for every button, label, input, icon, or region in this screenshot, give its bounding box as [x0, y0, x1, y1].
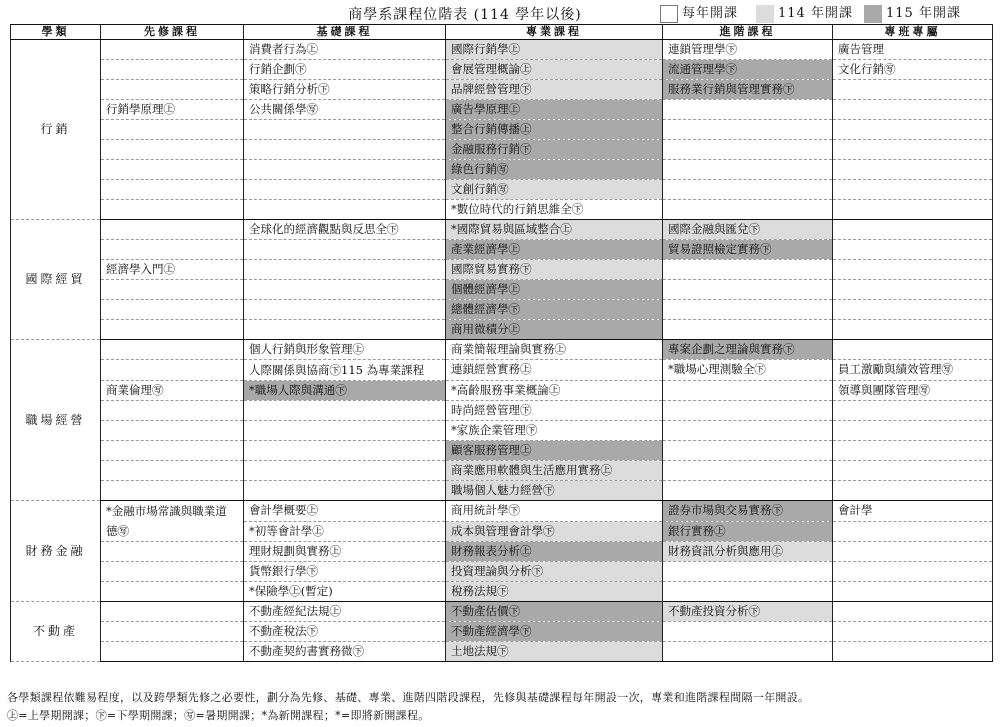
- prerequisite-cell: [101, 622, 244, 642]
- advanced-cell: [663, 642, 833, 662]
- basic-cell: 全球化的經濟觀點與反思全㊦: [244, 220, 446, 240]
- table-row: [11, 481, 993, 501]
- program-exclusive-cell: [833, 120, 993, 140]
- prerequisite-cell: [101, 220, 244, 240]
- category-cell: 財務金融: [11, 501, 101, 602]
- basic-cell: [244, 160, 446, 180]
- table-row: [11, 120, 993, 140]
- professional-cell: 文創行銷㊢: [446, 180, 663, 200]
- program-exclusive-cell: [833, 461, 993, 481]
- prerequisite-cell: [101, 461, 244, 481]
- professional-cell: 不動產估價㊦: [446, 602, 663, 622]
- program-exclusive-cell: 會計學: [833, 501, 993, 522]
- program-exclusive-cell: [833, 441, 993, 461]
- professional-cell: 連鎖經營實務㊤: [446, 360, 663, 381]
- category-cell: 職場經營: [11, 340, 101, 501]
- basic-cell: 策略行銷分析㊦: [244, 80, 446, 100]
- table-row: [11, 100, 993, 120]
- advanced-cell: [663, 622, 833, 642]
- advanced-cell: [663, 481, 833, 501]
- advanced-cell: [663, 140, 833, 160]
- table-row: [11, 602, 993, 622]
- legend-swatch-white: [660, 5, 678, 23]
- basic-cell: 消費者行為㊤: [244, 40, 446, 60]
- table-row: [11, 180, 993, 200]
- table-row: [11, 140, 993, 160]
- table-row: [11, 280, 993, 300]
- prerequisite-cell: [101, 120, 244, 140]
- professional-cell: *國際貿易與區域整合㊤: [446, 220, 663, 240]
- program-exclusive-cell: [833, 481, 993, 501]
- header-professional: 專業課程: [446, 25, 663, 40]
- basic-cell: [244, 401, 446, 421]
- basic-cell: 公共關係學㊢: [244, 100, 446, 120]
- professional-cell: 商業簡報理論與實務㊤: [446, 340, 663, 360]
- table-row: [11, 582, 993, 602]
- program-exclusive-cell: 廣告管理: [833, 40, 993, 60]
- prerequisite-cell: 商業倫理㊢: [101, 381, 244, 401]
- professional-cell: 總體經濟學㊦: [446, 300, 663, 320]
- legend-label: 每年開課: [682, 6, 739, 21]
- basic-cell: [244, 260, 446, 280]
- table-row: [11, 40, 993, 60]
- basic-cell: [244, 240, 446, 260]
- header-row: [11, 25, 993, 40]
- prerequisite-cell: *金融市場常識與職業道德㊢: [101, 501, 244, 542]
- prerequisite-cell: [101, 320, 244, 340]
- program-exclusive-cell: [833, 340, 993, 360]
- basic-cell: 不動產稅法㊦: [244, 622, 446, 642]
- advanced-cell: [663, 562, 833, 582]
- basic-cell: [244, 120, 446, 140]
- header-basic: 基礎課程: [244, 25, 446, 40]
- table-row: [11, 421, 993, 441]
- program-exclusive-cell: [833, 260, 993, 280]
- professional-cell: 廣告學原理㊤: [446, 100, 663, 120]
- program-exclusive-cell: [833, 200, 993, 220]
- prerequisite-cell: [101, 481, 244, 501]
- table-row: [11, 220, 993, 240]
- table-row: [11, 240, 993, 260]
- basic-cell: 不動產契約書實務微㊦: [244, 642, 446, 662]
- legend-swatch-dark-gray: [864, 5, 882, 23]
- prerequisite-cell: [101, 40, 244, 60]
- advanced-cell: 銀行實務㊤: [663, 521, 833, 542]
- prerequisite-cell: [101, 140, 244, 160]
- table-row: [11, 622, 993, 642]
- basic-cell: [244, 280, 446, 300]
- table-row: [11, 401, 993, 421]
- prerequisite-cell: [101, 602, 244, 622]
- basic-cell: [244, 140, 446, 160]
- professional-cell: 品牌經營管理㊦: [446, 80, 663, 100]
- legend-label: 115 年開課: [886, 6, 961, 21]
- advanced-cell: [663, 260, 833, 280]
- prerequisite-cell: [101, 280, 244, 300]
- advanced-cell: 連鎖管理學㊦: [663, 40, 833, 60]
- table-row: [11, 562, 993, 582]
- category-cell: 行銷: [11, 40, 101, 220]
- professional-cell: 國際貿易實務㊦: [446, 260, 663, 280]
- table-row: [11, 461, 993, 481]
- prerequisite-cell: [101, 421, 244, 441]
- professional-cell: *高齡服務事業概論㊤: [446, 381, 663, 401]
- header-prerequisite: 先修課程: [101, 25, 244, 40]
- table-body: [11, 40, 993, 662]
- professional-cell: 整合行銷傳播㊤: [446, 120, 663, 140]
- program-exclusive-cell: 領導與團隊管理㊢: [833, 381, 993, 401]
- professional-cell: 稅務法規㊦: [446, 582, 663, 602]
- professional-cell: 會展管理概論㊤: [446, 60, 663, 80]
- advanced-cell: 不動產投資分析㊦: [663, 602, 833, 622]
- advanced-cell: [663, 381, 833, 401]
- program-exclusive-cell: [833, 280, 993, 300]
- professional-cell: 成本與管理會計學㊦: [446, 521, 663, 542]
- category-cell: 不動產: [11, 602, 101, 662]
- program-exclusive-cell: [833, 521, 993, 542]
- advanced-cell: [663, 160, 833, 180]
- advanced-cell: [663, 441, 833, 461]
- basic-cell: 貨幣銀行學㊦: [244, 562, 446, 582]
- program-exclusive-cell: [833, 642, 993, 662]
- program-exclusive-cell: [833, 300, 993, 320]
- professional-cell: 綠色行銷㊢: [446, 160, 663, 180]
- advanced-cell: [663, 100, 833, 120]
- advanced-cell: [663, 300, 833, 320]
- table-row: [11, 160, 993, 180]
- advanced-cell: 專案企劃之理論與實務㊦: [663, 340, 833, 360]
- advanced-cell: [663, 120, 833, 140]
- professional-cell: 顧客服務管理㊤: [446, 441, 663, 461]
- advanced-cell: 證券市場與交易實務㊦: [663, 501, 833, 522]
- professional-cell: 金融服務行銷㊦: [446, 140, 663, 160]
- table-row: [11, 200, 993, 220]
- legend-swatch-light-gray: [756, 5, 774, 23]
- table-row: [11, 340, 993, 360]
- prerequisite-cell: [101, 401, 244, 421]
- prerequisite-cell: 行銷學原理㊤: [101, 100, 244, 120]
- prerequisite-cell: [101, 441, 244, 461]
- prerequisite-cell: 經濟學入門㊤: [101, 260, 244, 280]
- prerequisite-cell: [101, 80, 244, 100]
- prerequisite-cell: [101, 300, 244, 320]
- table-row: [11, 260, 993, 280]
- prerequisite-cell: [101, 542, 244, 562]
- professional-cell: 國際行銷學㊤: [446, 40, 663, 60]
- program-exclusive-cell: [833, 240, 993, 260]
- prerequisite-cell: [101, 160, 244, 180]
- professional-cell: 商業應用軟體與生活應用實務㊤: [446, 461, 663, 481]
- prerequisite-cell: [101, 200, 244, 220]
- basic-cell: 行銷企劃㊦: [244, 60, 446, 80]
- table-row: [11, 381, 993, 401]
- table-row: [11, 501, 993, 522]
- advanced-cell: [663, 582, 833, 602]
- basic-cell: [244, 441, 446, 461]
- professional-cell: 產業經濟學㊤: [446, 240, 663, 260]
- professional-cell: 時尚經營管理㊦: [446, 401, 663, 421]
- basic-cell: *保險學㊤(暫定): [244, 582, 446, 602]
- professional-cell: 土地法規㊦: [446, 642, 663, 662]
- program-exclusive-cell: [833, 401, 993, 421]
- course-table: [10, 24, 993, 662]
- professional-cell: 職場個人魅力經營㊦: [446, 481, 663, 501]
- program-exclusive-cell: [833, 542, 993, 562]
- basic-cell: [244, 421, 446, 441]
- program-exclusive-cell: [833, 421, 993, 441]
- program-exclusive-cell: [833, 582, 993, 602]
- prerequisite-cell: [101, 562, 244, 582]
- header-advanced: 進階課程: [663, 25, 833, 40]
- table-row: [11, 80, 993, 100]
- prerequisite-cell: [101, 60, 244, 80]
- program-exclusive-cell: [833, 562, 993, 582]
- advanced-cell: [663, 320, 833, 340]
- basic-cell: *初等會計學㊤: [244, 521, 446, 542]
- basic-cell: [244, 300, 446, 320]
- program-exclusive-cell: [833, 100, 993, 120]
- header-program-exclusive: 專班專屬: [833, 25, 993, 40]
- professional-cell: 不動產經濟學㊦: [446, 622, 663, 642]
- advanced-cell: 流通管理學㊦: [663, 60, 833, 80]
- legend-label: 114 年開課: [778, 6, 853, 21]
- category-cell: 國際經貿: [11, 220, 101, 340]
- advanced-cell: [663, 461, 833, 481]
- advanced-cell: 貿易證照檢定實務㊦: [663, 240, 833, 260]
- prerequisite-cell: [101, 360, 244, 381]
- advanced-cell: [663, 280, 833, 300]
- table-row: [11, 642, 993, 662]
- professional-cell: 商用統計學㊦: [446, 501, 663, 522]
- basic-cell: 人際關係與協商㊦115 為專業課程: [244, 360, 446, 381]
- advanced-cell: [663, 200, 833, 220]
- basic-cell: [244, 461, 446, 481]
- basic-cell: 理財規劃與實務㊤: [244, 542, 446, 562]
- professional-cell: *數位時代的行銷思維全㊦: [446, 200, 663, 220]
- program-exclusive-cell: [833, 160, 993, 180]
- table-row: [11, 300, 993, 320]
- program-exclusive-cell: [833, 622, 993, 642]
- advanced-cell: [663, 401, 833, 421]
- header-category: 學類: [11, 25, 101, 40]
- advanced-cell: *職場心理測驗全㊦: [663, 360, 833, 381]
- prerequisite-cell: [101, 240, 244, 260]
- program-exclusive-cell: 文化行銷㊢: [833, 60, 993, 80]
- professional-cell: 投資理論與分析㊦: [446, 562, 663, 582]
- prerequisite-cell: [101, 340, 244, 360]
- basic-cell: 不動產經紀法規㊤: [244, 602, 446, 622]
- footnote-description: 各學類課程依難易程度，以及跨學類先修之必要性，劃分為先修、基礎、專業、進階四階段課程，先修與基礎課程每年開設一次，專業和進階課程間隔一年開設。: [7, 691, 810, 704]
- program-exclusive-cell: [833, 80, 993, 100]
- table-row: [11, 360, 993, 381]
- advanced-cell: [663, 180, 833, 200]
- advanced-cell: 服務業行銷與管理實務㊦: [663, 80, 833, 100]
- title-bar: [0, 4, 1001, 24]
- advanced-cell: 國際金融與匯兌㊦: [663, 220, 833, 240]
- footnote-legend: ㊤=上學期開課；㊦=下學期開課；㊢=暑期開課；*為新開課程；*=即將新開課程。: [7, 709, 430, 722]
- program-exclusive-cell: [833, 140, 993, 160]
- basic-cell: [244, 481, 446, 501]
- program-exclusive-cell: [833, 320, 993, 340]
- basic-cell: [244, 180, 446, 200]
- program-exclusive-cell: [833, 220, 993, 240]
- table-row: [11, 60, 993, 80]
- basic-cell: *職場人際與溝通㊦: [244, 381, 446, 401]
- professional-cell: 商用微積分㊤: [446, 320, 663, 340]
- prerequisite-cell: [101, 642, 244, 662]
- prerequisite-cell: [101, 180, 244, 200]
- program-exclusive-cell: 員工激勵與績效管理㊢: [833, 360, 993, 381]
- page-title: 商學系課程位階表 (114 學年以後): [348, 7, 582, 23]
- program-exclusive-cell: [833, 602, 993, 622]
- table-row: [11, 542, 993, 562]
- basic-cell: 會計學概要㊤: [244, 501, 446, 522]
- basic-cell: 個人行銷與形象管理㊤: [244, 340, 446, 360]
- advanced-cell: [663, 421, 833, 441]
- program-exclusive-cell: [833, 180, 993, 200]
- advanced-cell: 財務資訊分析與應用㊤: [663, 542, 833, 562]
- professional-cell: 財務報表分析㊤: [446, 542, 663, 562]
- table-row: [11, 441, 993, 461]
- table-row: [11, 320, 993, 340]
- basic-cell: [244, 200, 446, 220]
- professional-cell: *家族企業管理㊦: [446, 421, 663, 441]
- professional-cell: 個體經濟學㊤: [446, 280, 663, 300]
- basic-cell: [244, 320, 446, 340]
- prerequisite-cell: [101, 582, 244, 602]
